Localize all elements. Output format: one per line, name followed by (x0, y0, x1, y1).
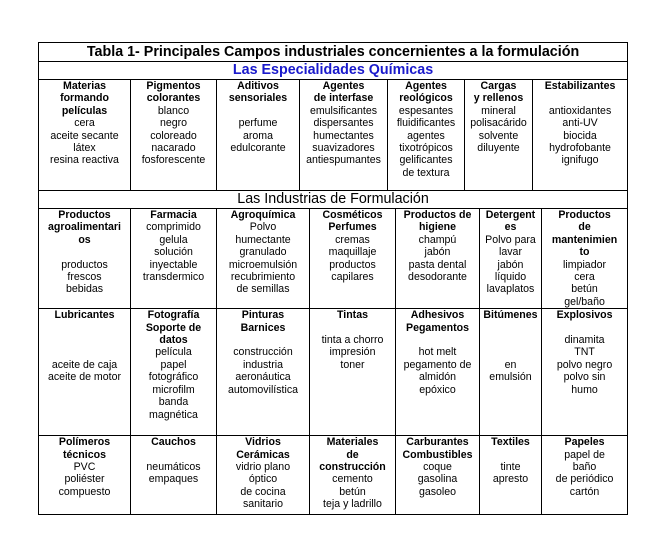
cell-item: antiespumantes (306, 154, 381, 167)
cell-item: microfilm (152, 383, 195, 396)
cell-item: frescos (67, 271, 102, 284)
especialidad-cell (465, 80, 533, 191)
cell-heading-line: Pegamentos (406, 321, 469, 334)
cell-heading-line: técnicos (63, 448, 106, 461)
cell-item: blanco (157, 104, 190, 117)
cell-heading-line: construcción (319, 461, 386, 474)
especialidad-cell (300, 80, 388, 191)
cell-item: coque (423, 461, 452, 474)
cell-item: solución (154, 246, 193, 259)
cell-heading-line: Papeles (564, 436, 605, 449)
cell-item: tinta a chorro (321, 334, 384, 347)
cell-heading-line: mantenimien (551, 233, 618, 246)
cell-heading-line: Detergent (485, 209, 536, 221)
cell-item: Polvo para (485, 233, 536, 246)
cell-item: baño (572, 461, 597, 474)
cell-item: recubrimiento (230, 271, 296, 284)
industria-cell (542, 309, 628, 436)
cell-item (218, 105, 298, 117)
especialidad-cell (533, 80, 628, 191)
cell-heading-line: de (578, 221, 591, 234)
industria-cell (39, 209, 131, 309)
cell-item: edulcorante (230, 142, 286, 155)
cell-item: granulado (239, 246, 287, 259)
cell-item (40, 246, 129, 258)
cell-heading-line: películas (61, 104, 108, 117)
formulation-table (38, 42, 628, 515)
cell-heading-line: es (504, 221, 517, 234)
cell-item: solvente (478, 129, 519, 142)
cell-heading-line: Productos (558, 209, 611, 221)
cell-item: epóxico (419, 383, 456, 396)
cell-item: gelula (159, 233, 188, 246)
industria-row (39, 309, 628, 436)
cell-heading-line: Vidrios (245, 436, 281, 449)
cell-heading-line: Materiales (326, 436, 379, 449)
cell-item: de periódico (555, 473, 614, 486)
industria-row (39, 436, 628, 515)
cell-item (397, 334, 478, 346)
cell-heading-line: Bitúmenes (483, 309, 538, 322)
cell-item: gasoleo (418, 485, 457, 498)
cell-heading-line: Pigmentos (146, 80, 201, 92)
cell-item: aceite de motor (47, 371, 122, 384)
cell-item (311, 322, 394, 334)
cell-item (481, 334, 540, 346)
cell-item: magnética (149, 408, 198, 421)
cell-item: PVC (73, 461, 96, 474)
cell-item: champú (418, 233, 457, 246)
cell-item: neumáticos (146, 461, 201, 474)
cell-heading-line: higiene (418, 221, 457, 234)
cell-item: polvo sin (563, 371, 606, 384)
cell-item: transdermico (142, 271, 205, 284)
cell-heading-line: Cosméticos (322, 209, 383, 221)
cell-item: jabón (497, 258, 524, 271)
cell-item: pasta dental (408, 258, 467, 271)
cell-heading-line: Materias (63, 80, 106, 92)
cell-item (481, 449, 540, 461)
cell-item: pegamento de (403, 358, 472, 371)
cell-item: anti-UV (562, 117, 598, 130)
cell-item: lavaplatos (486, 283, 535, 296)
cell-heading-line: Productos de (403, 209, 472, 221)
cell-item (40, 334, 129, 346)
cell-item (481, 322, 540, 334)
cell-item: espesantes (398, 104, 454, 117)
cell-item: sanitario (242, 498, 284, 511)
cell-heading-line: Estabilizantes (544, 80, 616, 92)
industria-cell (131, 309, 217, 436)
industria-cell (310, 309, 396, 436)
cell-item: papel (160, 358, 187, 371)
cell-item: dinamita (564, 334, 605, 347)
cell-heading-line: sensoriales (228, 92, 288, 105)
cell-item (40, 322, 129, 334)
cell-item: impresión (329, 346, 376, 359)
industria-cell (480, 436, 542, 515)
cell-item: negro (159, 117, 188, 130)
cell-item: fluidificantes (396, 117, 456, 130)
cell-item: tinte (500, 461, 521, 474)
especialidad-cell (39, 80, 131, 191)
cell-item: gelificantes (399, 154, 453, 167)
cell-item: banda (158, 396, 189, 409)
industria-cell (396, 209, 480, 309)
cell-item: emulsión (489, 371, 532, 384)
industrias-heading: Las Industrias de Formulación (39, 191, 628, 209)
cell-item: jabón (424, 246, 451, 259)
formulation-table-container (38, 42, 627, 515)
cell-item: humectantes (313, 129, 374, 142)
cell-heading-line: formando (60, 92, 109, 105)
cell-item (481, 346, 540, 358)
cell-item: nacarado (151, 142, 196, 155)
cell-heading-line: Farmacia (150, 209, 197, 221)
cell-item: cemento (332, 473, 373, 486)
cell-item (40, 346, 129, 358)
cell-heading-line: agroalimentari (47, 221, 121, 234)
especialidades-heading: Las Especialidades Químicas (39, 62, 628, 80)
especialidades-heading-row (39, 62, 628, 80)
cell-heading-line: Adhesivos (410, 309, 465, 322)
industria-cell (396, 309, 480, 436)
cell-item (543, 322, 626, 334)
especialidad-cell (388, 80, 465, 191)
cell-heading-line: Pinturas (241, 309, 285, 322)
cell-item: industria (242, 358, 284, 371)
title-row (39, 43, 628, 62)
industria-cell (39, 436, 131, 515)
cell-item: betún (339, 485, 366, 498)
cell-heading-line: Aditivos (237, 80, 279, 92)
industria-cell (396, 436, 480, 515)
cell-item: cera (74, 117, 95, 130)
cell-item: antioxidantes (548, 104, 612, 117)
cell-item: de textura (402, 166, 450, 179)
industria-cell (217, 436, 310, 515)
cell-item: compuesto (58, 485, 111, 498)
industria-cell (542, 209, 628, 309)
cell-item: lavar (499, 246, 522, 259)
cell-heading-line: de (346, 448, 359, 461)
cell-item: TNT (574, 346, 595, 359)
cell-item: aroma (242, 129, 274, 142)
cell-heading-line: Carburantes (406, 436, 469, 449)
cell-item: teja y ladrillo (323, 498, 382, 511)
cell-item: óptico (248, 473, 278, 486)
cell-item: ignifugo (561, 154, 599, 167)
cell-item: de cocina (240, 485, 286, 498)
industria-cell (480, 209, 542, 309)
cell-item: papel de (564, 448, 605, 461)
cell-heading-line: Productos (58, 209, 111, 221)
cell-item: microemulsión (228, 258, 298, 271)
cell-heading-line: reológicos (399, 92, 453, 105)
cell-heading-line: y rellenos (473, 92, 524, 105)
cell-heading-line: Agentes (322, 80, 365, 92)
cell-item: aceite de caja (51, 358, 118, 371)
cell-item: Polvo (249, 221, 277, 234)
cell-item: líquido (494, 271, 527, 284)
cell-item: tixotrópicos (399, 142, 453, 155)
cell-item: maquillaje (328, 246, 377, 259)
cell-item: apresto (492, 473, 529, 486)
cell-item: aeronáutica (235, 371, 291, 384)
cell-heading-line: Explosivos (556, 309, 613, 322)
cell-item: perfume (238, 117, 278, 130)
industria-cell (310, 209, 396, 309)
industria-cell (542, 436, 628, 515)
cell-item: coloreado (150, 129, 197, 142)
cell-heading-line: Soporte de (145, 321, 202, 334)
cell-item: polisacárido (470, 117, 527, 130)
cell-heading-line: Textiles (491, 436, 530, 449)
cell-item: almidón (418, 371, 457, 384)
cell-item: vidrio plano (235, 461, 291, 474)
industria-cell (131, 436, 217, 515)
cell-item: hot melt (418, 346, 457, 359)
cell-heading-line: Perfumes (328, 221, 377, 234)
cell-heading-line: Cerámicas (236, 448, 290, 461)
table-title: Tabla 1- Principales Campos industriales concernientes a la formulación (39, 43, 628, 62)
cell-heading-line: Barnices (240, 321, 286, 334)
cell-item: cremas (335, 233, 370, 246)
cell-item: de semillas (236, 283, 290, 296)
cell-item: mineral (481, 104, 516, 117)
cell-item: poliéster (64, 473, 105, 486)
industria-cell (480, 309, 542, 436)
industria-row (39, 209, 628, 309)
cell-heading-line: datos (159, 334, 188, 347)
cell-item: betún (571, 283, 598, 296)
cell-item: polvo negro (556, 358, 613, 371)
cell-item: fotográfico (148, 371, 199, 384)
cell-item: productos (61, 258, 108, 271)
cell-heading-line: Cargas (480, 80, 517, 92)
cell-item: comprimido (146, 221, 201, 234)
cell-heading-line: Agentes (405, 80, 447, 92)
cell-item: inyectable (149, 258, 198, 271)
cell-item: película (155, 346, 192, 359)
cell-item: hydrofobante (549, 142, 611, 155)
cell-item: agentes (407, 129, 445, 142)
cell-heading-line: Combustibles (402, 448, 473, 461)
cell-item: gasolina (417, 473, 458, 486)
cell-item (534, 92, 626, 104)
cell-heading-line: Agroquímica (230, 209, 296, 221)
cell-item: suavizadores (312, 142, 375, 155)
cell-item: construcción (233, 346, 293, 359)
cell-item: empaques (148, 473, 199, 486)
cell-heading-line: colorantes (146, 92, 201, 105)
cell-item: desodorante (408, 271, 467, 284)
cell-item: dispersantes (313, 117, 374, 130)
cell-item (132, 449, 215, 461)
especialidad-cell (131, 80, 217, 191)
cell-item: toner (340, 358, 365, 371)
industria-cell (217, 309, 310, 436)
industrias-heading-row (39, 191, 628, 209)
especialidades-row (39, 80, 628, 191)
cell-item: emulsificantes (309, 104, 378, 117)
industria-cell (39, 309, 131, 436)
cell-item: capilares (331, 271, 374, 284)
cell-item: gel/baño (564, 295, 605, 308)
cell-heading-line: Tintas (336, 309, 368, 322)
cell-item (218, 334, 308, 346)
industria-cell (217, 209, 310, 309)
industria-cell (310, 436, 396, 515)
cell-heading-line: de interfase (313, 92, 374, 105)
cell-item: automovilística (227, 383, 299, 396)
cell-item: aceite secante (50, 129, 119, 142)
cell-item: resina reactiva (50, 154, 119, 167)
especialidad-cell (217, 80, 300, 191)
cell-heading-line: Lubricantes (54, 309, 115, 322)
cell-item: humectante (235, 233, 291, 246)
cell-heading-line: Polímeros (58, 436, 111, 449)
cell-item: cera (574, 271, 595, 284)
cell-item: fosforescente (141, 154, 206, 167)
cell-item: limpiador (563, 258, 607, 271)
cell-item: látex (73, 142, 96, 155)
cell-item: productos (329, 258, 376, 271)
industria-cell (131, 209, 217, 309)
cell-heading-line: Fotografía (147, 309, 200, 322)
cell-item: biocida (563, 129, 597, 142)
cell-heading-line: os (78, 233, 91, 246)
cell-item: cartón (569, 485, 600, 498)
cell-item: humo (571, 383, 598, 396)
cell-item: diluyente (477, 142, 520, 155)
cell-item: en (504, 358, 517, 371)
cell-heading-line: Cauchos (151, 436, 196, 449)
cell-heading-line: to (579, 246, 590, 259)
cell-item: bebidas (65, 283, 104, 296)
